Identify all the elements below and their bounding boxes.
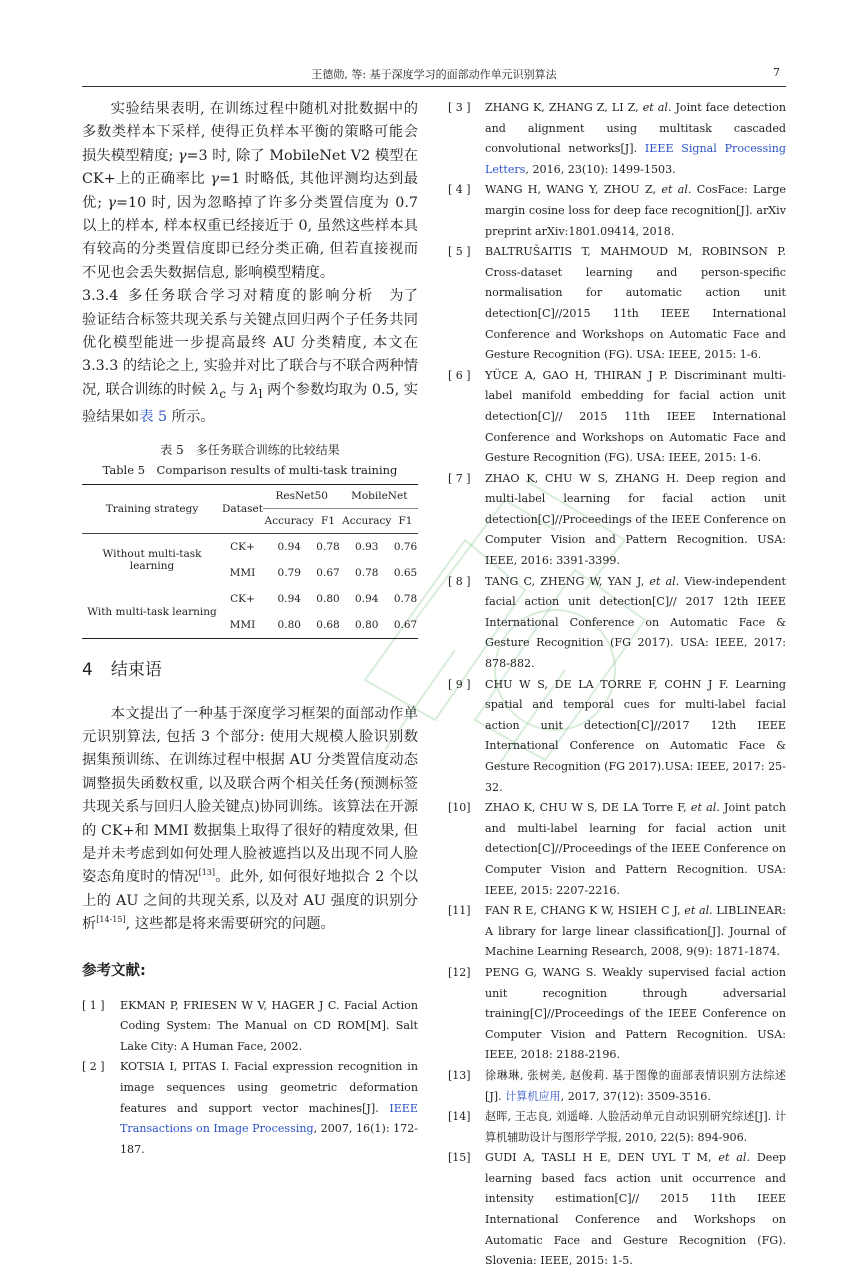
italic-text: λ	[210, 381, 220, 398]
link-text[interactable]: IEEE Signal Processing Letters	[485, 142, 786, 176]
cell-resnet-f1: 0.68	[316, 612, 341, 639]
reference-item	[448, 366, 786, 469]
th-dataset: Dataset	[222, 484, 263, 533]
cell-strategy: With multi-task learning	[82, 586, 222, 639]
cell-resnet-f1: 0.80	[316, 592, 340, 605]
cell-mobilenet-f1: 0.76	[393, 540, 418, 553]
italic-text: γ	[210, 171, 220, 188]
text-run: =1 时略低, 其他评测均达到最优;	[82, 171, 418, 211]
text-run: 所示。	[167, 409, 215, 426]
text-run: . Joint face detection and alignment using multitask cascaded convolutional networks[J].	[485, 101, 786, 156]
cell-dataset: CK+	[230, 540, 255, 553]
text-run: 赵晖, 王志良, 刘遥峰. 人脸活动单元自动识别研究综述[J]. 计算机辅助设计与图形学学报, 2010, 22(5): 894-906.	[485, 1110, 786, 1144]
cell-mobilenet-f1: 0.78	[393, 592, 418, 605]
th-mobilenet-f1: F1	[393, 508, 418, 533]
th-strategy: Training strategy	[82, 484, 222, 533]
reference-item	[448, 98, 786, 180]
subscript: l	[258, 386, 263, 401]
reference-item	[448, 469, 786, 572]
reference-number: [ 6 ]	[448, 368, 471, 382]
cell-resnet-f1: 0.78	[316, 540, 340, 553]
cell-resnet-acc: 0.80	[263, 612, 316, 639]
section-heading-conclusion	[82, 657, 418, 683]
subsection-text	[82, 288, 418, 425]
running-title: 王德勋, 等: 基于深度学习的面部动作单元识别算法	[311, 68, 557, 81]
reference-number: [12]	[448, 965, 471, 979]
text-run: ZHAO K, CHU W S, DE LA Torre F,	[485, 801, 691, 815]
text-run: 两个参数均取为 0.5, 实验结果如	[82, 381, 418, 426]
text-run: . Deep learning based facs action unit occurrence and intensity estimation[C]// 2015 11th IEEE International Conference and Workshops on Automatic Face and Gesture Recognition (FG). Slovenia: IEEE, 2015: 1-5.	[485, 1151, 786, 1268]
table-row	[82, 533, 418, 560]
citation: [13]	[198, 868, 216, 878]
reference-item	[448, 572, 786, 675]
running-header	[82, 62, 786, 87]
reference-item	[448, 1066, 786, 1107]
text-run: KOTSIA I, PITAS I. Facial expression recognition in image sequences using geometric deformation features and support vector machines[J].	[120, 1060, 418, 1115]
th-group-mobilenet: MobileNet	[340, 484, 418, 508]
reference-number: [14]	[448, 1110, 471, 1124]
text-run: EKMAN P, FRIESEN W V, HAGER J C. Facial Action Coding System: The Manual on CD ROM[M]. Salt Lake City: A Human Face, 2002.	[120, 998, 418, 1053]
text-run: 为了验证结合标签共现关系与关键点回归两个子任务共同优化模型能进一步提高最终 AU 分类精度, 本文在 3.3.3 的结论之上, 实验并对比了联合与不联合两种情况, 联合训练的时候	[82, 288, 419, 398]
reference-number: [13]	[448, 1068, 471, 1082]
italic-text: et al	[684, 904, 710, 918]
reference-number: [ 5 ]	[448, 245, 471, 259]
left-column	[82, 98, 418, 1160]
text-run: , 这些都是将来需要研究的问题。	[125, 916, 335, 933]
subsection-number: 3.3.4	[82, 288, 119, 305]
text-run: 徐琳琳, 张树美, 赵俊莉. 基于图像的面部表情识别方法综述[J].	[485, 1068, 786, 1103]
text-run: =10 时, 因为忽略掉了许多分类置信度为 0.7 以上的样本, 样本权重已经接近于 0, 虽然这些样本具有较高的分类置信度即已经分类正确, 但若直接视而不见也会丢失数据信息, 影响模型精度。	[82, 194, 418, 281]
italic-text: et al	[690, 801, 717, 815]
reference-item	[448, 242, 786, 366]
text-run: YÜCE A, GAO H, THIRAN J P. Discriminant multi-label manifold embedding for facial action unit detection[C]// 2015 11th IEEE International Conference and Workshops on Automatic Face and Gesture Recognition (FG). USA: IEEE, 2015: 1-6.	[485, 368, 786, 465]
references-heading: 参考文献:	[82, 962, 146, 979]
subscript: c	[219, 386, 227, 401]
text-run: , 2007, 16(1): 172-187.	[120, 1122, 419, 1156]
subsection-title: 多任务联合学习对精度的影响分析	[128, 288, 375, 305]
subsection-3-3-4	[82, 285, 418, 429]
text-run: . LIBLINEAR: A library for large linear classification[J]. Journal of Machine Learning Research, 2008, 9(9): 1871-1874.	[485, 904, 786, 959]
text-run: . View-independent facial action unit detection[C]// 2017 12th IEEE International Conference on Automatic Face & Gesture Recognition (FG 2017). USA: IEEE, 2017: 878-882.	[485, 574, 786, 671]
text-run: =3 时, 除了 MobileNet V2 模型在 CK+上的正确率比	[82, 147, 418, 188]
th-resnet-accuracy: Accuracy	[263, 508, 316, 533]
reference-item	[448, 901, 786, 963]
results-table	[82, 484, 418, 639]
section-title: 结束语	[110, 659, 162, 680]
italic-text: et al	[718, 1151, 747, 1165]
conclusion-paragraph	[82, 703, 418, 937]
text-run: 。此外, 如何很好地拟合 2 个以上的 AU 之间的共现关系, 以及对 AU 强度的识别分析	[82, 869, 418, 933]
cell-mobilenet-f1: 0.65	[393, 566, 418, 579]
italic-text: γ	[107, 194, 117, 211]
reference-number: [15]	[448, 1151, 471, 1165]
cell-resnet-acc: 0.94	[277, 540, 301, 553]
cell-mobilenet-acc: 0.80	[340, 612, 393, 639]
italic-text: et al	[642, 101, 668, 114]
th-group-resnet: ResNet50	[263, 484, 341, 508]
text-run: FAN R E, CHANG K W, HSIEH C J,	[485, 904, 685, 918]
text-run: 本文提出了一种基于深度学习框架的面部动作单元识别算法, 包括 3 个部分: 使用大规模人脸识别数据集预训练、在训练过程中根据 AU 分类置信度动态调整损失函数权重, 以及联合两个相关任务(预测标签共现关系与回归人脸关键点)协同训练。该算法在开源的 CK+和 MMI 数据集上取得了很好的精度效果, 但是并未考虑到如何处理人脸被遮挡以及出现不同人脸姿态角度时的情况	[82, 705, 418, 886]
text-run: BALTRUŠAITIS T, MAHMOUD M, ROBINSON P. Cross-dataset learning and person-specific normalisation for automatic action unit detection[C]//2015 11th IEEE International Conference and Workshops on Automatic Face and Gesture Recognition (FG). USA: IEEE, 2015: 1-6.	[485, 245, 786, 362]
reference-number: [ 7 ]	[448, 471, 471, 485]
cell-mobilenet-acc: 0.93	[355, 540, 379, 553]
page-number: 7	[773, 66, 780, 79]
th-resnet-f1: F1	[316, 508, 341, 533]
text-run: . Joint patch and multi-label learning for facial action unit detection[C]//Proceedings of the IEEE Conference on Computer Vision and Pattern Recognition. USA: IEEE, 2015: 2207-2216.	[485, 801, 786, 897]
text-run: ZHANG K, ZHANG Z, LI Z,	[485, 101, 643, 114]
reference-number: [ 8 ]	[448, 574, 471, 588]
cell-mobilenet-f1: 0.67	[393, 612, 418, 639]
reference-item	[82, 1057, 418, 1160]
cell-mobilenet-acc: 0.94	[355, 592, 379, 605]
text-run: , 2016, 23(10): 1499-1503.	[525, 162, 676, 176]
text-run: PENG G, WANG S. Weakly supervised facial action unit recognition through adversarial training[C]//Proceedings of the IEEE Conference on Computer Vision and Pattern Recognition. USA: IEEE, 2018: 2188-2196.	[485, 965, 786, 1062]
reference-item	[448, 963, 786, 1066]
italic-text: γ	[177, 147, 187, 164]
text-run: WANG H, WANG Y, ZHOU Z,	[485, 183, 662, 197]
th-mobilenet-accuracy: Accuracy	[340, 508, 393, 533]
right-column	[448, 98, 786, 1272]
text-run: ZHAO K, CHU W S, ZHANG H. Deep region and multi-label learning for facial action unit detection[C]//Proceedings of the IEEE Conference on Computer Vision and Pattern Recognition. USA: IEEE, 2016: 3391-3399.	[485, 471, 786, 568]
cell-strategy: Without multi-task learning	[102, 547, 202, 572]
cell-resnet-acc: 0.79	[277, 566, 301, 579]
references-list-left	[82, 996, 418, 1161]
reference-item	[448, 180, 786, 242]
reference-number: [10]	[448, 801, 471, 815]
cell-dataset: MMI	[229, 566, 256, 579]
reference-number: [ 9 ]	[448, 677, 471, 691]
text-run: , 2017, 37(12): 3509-3516.	[560, 1089, 711, 1103]
results-paragraph	[82, 98, 418, 285]
link-text[interactable]: 计算机应用	[505, 1089, 561, 1103]
text-run: 与	[226, 381, 250, 398]
reference-item	[448, 798, 786, 901]
table-caption-cn: 表 5 多任务联合训练的比较结果	[160, 442, 340, 457]
reference-item	[82, 996, 418, 1058]
reference-number: [ 4 ]	[448, 183, 471, 197]
table-caption-en: Table 5 Comparison results of multi-task training	[102, 462, 398, 477]
link-text[interactable]: 表 5	[139, 409, 168, 426]
section-number: 4	[82, 659, 93, 680]
reference-number: [11]	[448, 904, 471, 918]
cell-resnet-acc: 0.94	[277, 592, 301, 605]
table-row	[82, 586, 418, 612]
text-run: . CosFace: Large margin cosine loss for deep face recognition[J]. arXiv preprint arXiv:1801.09414, 2018.	[485, 183, 786, 238]
citation: [14-15]	[96, 915, 126, 925]
cell-resnet-f1: 0.67	[316, 566, 340, 579]
italic-text: et al	[649, 574, 676, 588]
text-run: 实验结果表明, 在训练过程中随机对批数据中的多数类样本下采样, 使得正负样本平衡的策略可能会损失模型精度;	[82, 101, 418, 164]
cell-dataset: MMI	[222, 612, 263, 639]
link-text[interactable]: IEEE Transactions on Image Processing	[120, 1101, 418, 1136]
references-list-right	[448, 98, 786, 1272]
text-run: CHU W S, DE LA TORRE F, COHN J F. Learning spatial and temporal cues for multi-label facial action unit detection[C]//2017 12th IEEE International Conference on Automatic Face & Gesture Recognition (FG 2017).USA: IEEE, 2017: 25-32.	[485, 677, 786, 794]
text-run: GUDI A, TASLI H E, DEN UYL T M,	[485, 1151, 719, 1165]
reference-item	[448, 675, 786, 799]
cell-dataset: CK+	[230, 592, 255, 605]
reference-item	[448, 1148, 786, 1272]
reference-number: [ 1 ]	[82, 998, 105, 1012]
italic-text: et al	[661, 183, 688, 197]
reference-item	[448, 1107, 786, 1148]
cell-mobilenet-acc: 0.78	[355, 566, 379, 579]
reference-number: [ 2 ]	[82, 1060, 105, 1074]
italic-text: λ	[249, 381, 259, 398]
text-run: TANG C, ZHENG W, YAN J,	[485, 574, 650, 588]
reference-number: [ 3 ]	[448, 101, 471, 114]
